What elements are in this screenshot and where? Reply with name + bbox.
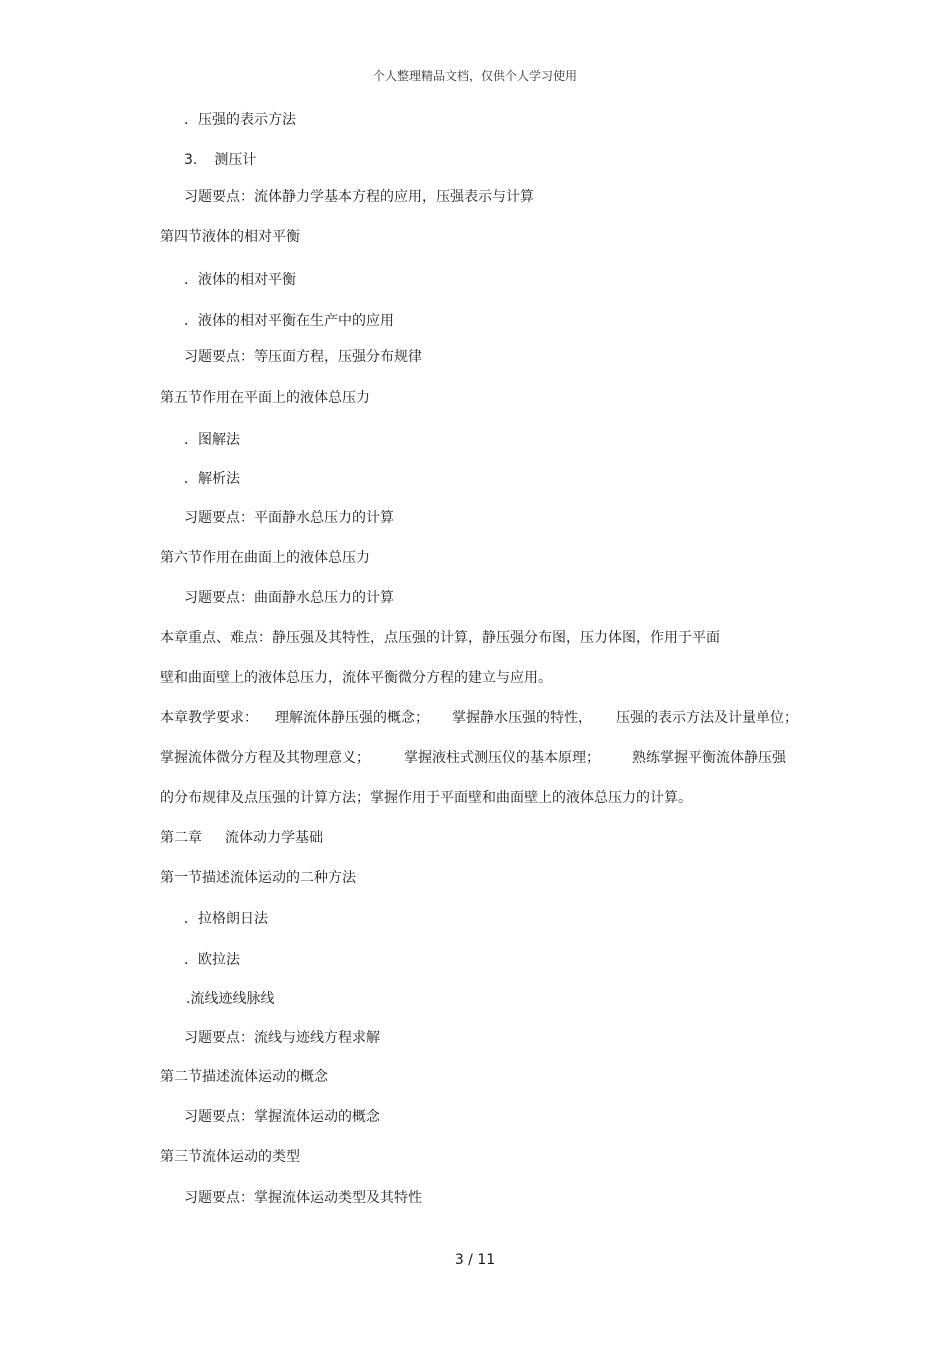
text-segment: 流体动力学基础 <box>225 830 323 846</box>
text-line: ．欧拉法 <box>184 952 240 968</box>
list-number: 3. <box>184 152 198 168</box>
text-line <box>160 749 786 767</box>
text-segment: 理解流体静压强的概念； <box>275 710 429 726</box>
page-number: 3 / 11 <box>454 1252 496 1268</box>
text-segment: 掌握液柱式测压仪的基本原理； <box>404 750 600 766</box>
text-segment: 压强的表示方法及计量单位； <box>616 710 798 726</box>
text-line: ．图解法 <box>184 432 240 448</box>
text-line: ．压强的表示方法 <box>184 112 296 128</box>
text-segment: 第二章 <box>160 830 202 846</box>
chapter-heading <box>160 829 323 847</box>
text-segment: 本章教学要求： <box>160 710 258 726</box>
text-line: 的分布规律及点压强的计算方法；掌握作用于平面壁和曲面壁上的液体总压力的计算。 <box>160 790 692 806</box>
text-line: 习题要点：平面静水总压力的计算 <box>184 510 394 526</box>
page-header: 个人整理精品文档，仅供个人学习使用 <box>372 69 577 83</box>
text-line <box>160 709 798 727</box>
text-line: 习题要点：掌握流体运动类型及其特性 <box>184 1190 422 1206</box>
text-segment: 熟练掌握平衡流体静压强 <box>632 750 786 766</box>
section-heading: 第二节描述流体运动的概念 <box>160 1069 328 1085</box>
text-line: 习题要点：等压面方程，压强分布规律 <box>184 349 422 365</box>
section-heading: 第一节描述流体运动的二种方法 <box>160 870 356 886</box>
text-line: 习题要点：掌握流体运动的概念 <box>184 1109 380 1125</box>
text-line: .流线迹线脉线 <box>186 991 275 1007</box>
text-line: 本章重点、难点：静压强及其特性，点压强的计算，静压强分布图，压力体图，作用于平面 <box>160 630 720 646</box>
text-line: 壁和曲面壁上的液体总压力，流体平衡微分方程的建立与应用。 <box>160 670 552 686</box>
text-line: ．解析法 <box>184 471 240 487</box>
text-line: 习题要点：曲面静水总压力的计算 <box>184 590 394 606</box>
section-heading: 第三节流体运动的类型 <box>160 1149 300 1165</box>
text-line: ．液体的相对平衡在生产中的应用 <box>184 313 394 329</box>
section-heading: 第六节作用在曲面上的液体总压力 <box>160 550 370 566</box>
section-heading: 第四节液体的相对平衡 <box>160 229 300 245</box>
text-segment: 掌握流体微分方程及其物理意义； <box>160 750 370 766</box>
section-heading: 第五节作用在平面上的液体总压力 <box>160 390 370 406</box>
text-line: 习题要点：流线与迹线方程求解 <box>184 1030 380 1046</box>
text-line <box>184 151 256 169</box>
text-segment: 测压计 <box>214 152 257 168</box>
text-line: 习题要点：流体静力学基本方程的应用，压强表示与计算 <box>184 189 534 205</box>
text-line: ．液体的相对平衡 <box>184 272 296 288</box>
text-segment: 掌握静水压强的特性， <box>452 710 592 726</box>
text-line: ．拉格朗日法 <box>184 911 268 927</box>
